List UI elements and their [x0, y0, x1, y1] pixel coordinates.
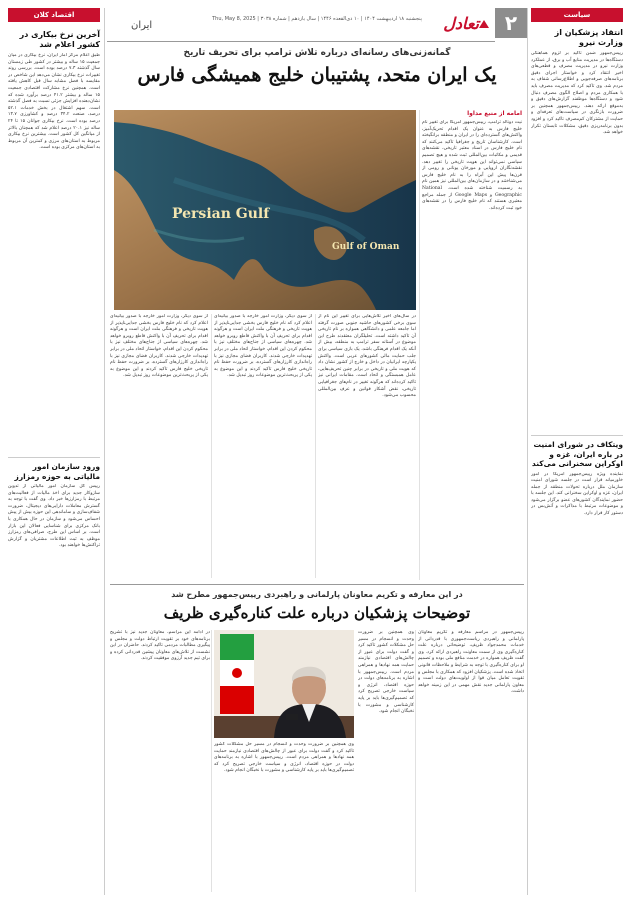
right-story1-title: انتقاد پزشکیان از وزارت نیرو: [554, 28, 623, 47]
article1-byline: امامه از منبع مداوا: [467, 110, 522, 117]
article2-body-mid: وی همچنین بر ضرورت وحدت و انسجام در مسیر حل مشکلات کشور تاکید کرد و گفت دولت برای عبور از چالش‌های اقتصادی نیازمند حمایت همه نهادها و همراهی مردم است. رییس‌جمهور با اشاره به برنامه‌های دولت در حوزه اقتصاد، انرژی و سیاست خارجی تصریح کرد که تصمیم‌گیری‌ها باید بر پایه کارشناسی و مشورت با نخبگان انجام شود.: [358, 630, 414, 715]
section-title: ایران: [131, 20, 153, 31]
headline-title: یک ایران متحد، پشتیبان خلیج همیشگی فارس: [137, 64, 497, 86]
date-line: پنجشنبه ۱۸ اردیبهشت ۱۴۰۴ | ۱۰ ذی‌القعده ۱۴۴۶ | سال یازدهم | شماره ۳۰۳۸ | Thu, May 8, 2025: [212, 16, 422, 22]
article1-rule-3: [419, 110, 420, 580]
article1-body-mid: در سال‌های اخیر تلاش‌هایی برای تغییر این نام از سوی برخی کشورهای حاشیه جنوبی صورت گرفته اما جامعه علمی و دانشگاهی همواره بر نام تاریخی آن تاکید داشته است. تحلیلگران معتقدند طرح این موضوع در آستانه سفر ترامپ به منطقه، بیش از آنکه یک اقدام فرهنگی باشد، یک بازی سیاسی برای جلب حمایت مالی کشورهای عربی است. واکنش یکپارچه ایرانیان در داخل و خارج از کشور نشان داد که هویت ملی و تاریخی در برابر چنین تحریف‌هایی، عامل همبستگی و اتحاد است. مقامات ایرانی نیز تاکید کرده‌اند که هرگونه تغییر در نام‌های جغرافیایی تاریخی، نقض آشکار قوانین و عرف بین‌المللی محسوب می‌شود.: [318, 314, 416, 399]
masthead-divider: [107, 41, 495, 42]
article2-body-right: رییس‌جمهور در مراسم معارفه و تکریم معاونان پارلمانی و راهبردی ریاست‌جمهوری با قدردانی از خدمات محمدجواد ظریف، توضیحاتی درباره علت کناره‌گیری وی از سمت معاونت راهبردی ارائه کرد. وی گفت ظریف همواره در خدمت منافع ملی بوده و تصمیم او برای کناره‌گیری با توجه به شرایط و ملاحظات قانونی اتخاذ شده است. پزشکیان افزود که همکاری با مجلس و تقویت تعامل میان قوا از اولویت‌های دولت است و معاون پارلمانی جدید نقش مهمی در این زمینه خواهد داشت.: [418, 630, 524, 695]
right-section-label: سیاست: [531, 8, 623, 22]
left-story2-body: رییس کل سازمان امور مالیاتی از تدوین سازوکار جدید برای اخذ مالیات از فعالیت‌های مرتبط با رمزارزها خبر داد. وی گفت با توجه به گسترش معاملات دارایی‌های دیجیتال، ضرورت شفاف‌سازی و ساماندهی این حوزه بیش از پیش احساس می‌شود و سازمان در حال همکاری با بانک مرکزی برای شناسایی فعالان این بازار است. بر اساس این طرح، صرافی‌های رمزارز موظف به ثبت اطلاعات مشتریان و گزارش تراکنش‌ها خواهند بود.: [8, 484, 100, 549]
article2-kicker: در این معارفه و تکریم معاونان پارلمانی و راهبردی رییس‌جمهور مطرح شد: [171, 590, 463, 599]
right-story2-title: ویتکاف در شورای امنیت در باره ایران، غزه و اوکراین سخنرانی می‌کند: [531, 440, 623, 468]
article2-body-left: در ادامه این مراسم، معاونان جدید نیز با تشریح برنامه‌های خود بر تقویت ارتباط دولت و مجلس و پیگیری مطالبات مردمی تاکید کردند. حاضران در این نشست از تلاش‌های معاونان پیشین قدردانی کرده و برای تیم جدید آرزوی موفقیت کردند.: [110, 630, 210, 662]
article2-rule-1: [211, 630, 212, 892]
left-story1-body: طبق اعلام مرکز آمار ایران، نرخ بیکاری در میان جمعیت ۱۵ ساله و بیشتر در کشور طی زمستان سال گذشته ۷.۳ درصد بوده است. بررسی روند تغییرات نرخ بیکاری نشان می‌دهد این شاخص در مقایسه با فصل مشابه سال قبل کاهش یافته است. همچنین نرخ مشارکت اقتصادی جمعیت ۱۵ ساله و بیشتر ۴۱.۲ درصد برآورد شده که نشان‌دهنده افزایش جزئی نسبت به فصل گذشته است. سهم اشتغال در بخش خدمات ۵۲.۱ درصد، صنعت ۳۴.۲ درصد و کشاورزی ۱۳.۷ درصد بوده است. نرخ بیکاری جوانان ۱۵ تا ۲۴ ساله نیز ۲۰.۱ درصد اعلام شد که همچنان بالاتر از میانگین کل کشور است. بیشترین نرخ بیکاری مربوط به استان‌های مرزی و کمترین آن مربوط به استان‌های مرکزی بوده است.: [8, 53, 100, 151]
left-column-rule: [104, 8, 105, 895]
right-story2-body: نماینده ویژه رییس‌جمهور امریکا در امور خاورمیانه قرار است در جلسه شورای امنیت سازمان ملل درباره تحولات منطقه از جمله ایران، غزه و اوکراین سخنرانی کند. این جلسه با حضور نمایندگان کشورهای عضو برگزار می‌شود و موضوعات مرتبط با مذاکرات و آتش‌بس در دستور کار قرار دارد.: [531, 471, 623, 517]
page-number-box: ۲: [495, 8, 527, 38]
article2-title: توضیحات پزشکیان درباره علت کناره‌گیری ظریف: [163, 604, 471, 622]
right-divider: [531, 435, 623, 436]
article1-body-right: نیت دونالد ترامپ، رییس‌جمهور امریکا برای تغییر نام خلیج فارس به عنوان یک اقدام تحریک‌آمیز، واکنش‌های گسترده‌ای را در ایران و منطقه برانگیخته است. کارشناسان تاریخ و جغرافیا تاکید می‌کنند که نام خلیج فارس در اسناد معتبر تاریخی، نقشه‌های قدیمی و مکاتبات بین‌المللی ثبت شده و هیچ تصمیم سیاسی نمی‌تواند این هویت تاریخی را تغییر دهد. نقشه‌نگاران اروپایی و مورخان یونانی و رومی از قرن‌ها پیش این آبراه را به نام خلیج فارس می‌شناختند و در سازمان‌های بین‌المللی نیز همین نام به رسمیت شناخته شده است. National Geographic و Google Maps از جمله مراجع معتبری هستند که نام خلیج فارس را در نقشه‌های خود ثبت کرده‌اند.: [422, 120, 522, 211]
right-column: [531, 8, 623, 895]
brand-triangle-icon: [479, 20, 489, 28]
article1-rule-2: [315, 314, 316, 578]
left-column: [8, 8, 100, 895]
president-photo: [214, 630, 354, 738]
article1-rule-1: [211, 314, 212, 578]
left-story1-title: آخرین نرخ بیکاری در کشور اعلام شد: [19, 30, 100, 49]
headline-kicker: گمانه‌زنی‌های رسانه‌ای درباره تلاش ترامپ برای تحریف تاریخ: [183, 48, 451, 58]
map-label-gulf-of-oman: Gulf of Oman: [332, 242, 400, 252]
article2-body-under-photo: وی همچنین بر ضرورت وحدت و انسجام در مسیر حل مشکلات کشور تاکید کرد و گفت دولت برای عبور از چالش‌های اقتصادی نیازمند حمایت همه نهادها و همراهی مردم است. رییس‌جمهور با اشاره به برنامه‌های دولت در حوزه اقتصاد، انرژی و سیاست خارجی تصریح کرد که تصمیم‌گیری‌ها باید بر پایه کارشناسی و مشورت با نخبگان انجام شود.: [214, 742, 354, 774]
photo-graphic: [214, 630, 354, 738]
right-story1-body: رییس‌جمهور ضمن تاکید بر لزوم هماهنگی دستگاه‌ها در مدیریت منابع آب و برق، از عملکرد وزارت نیرو در مدیریت مصرف و قطعی‌های اخیر انتقاد کرد و خواستار اجرای دقیق برنامه‌های صرفه‌جویی و اطلاع‌رسانی شفاف به مردم شد. وی تاکید کرد که مدیریت مصرف باید با همکاری مردم و اصلاح الگوی مصرف دنبال شود و دستگاه‌ها موظفند گزارش‌های دقیق و به‌موقع ارائه دهند. رییس‌جمهور همچنین بر ضرورت بازنگری در سیاست‌های تعرفه‌ای و حمایت از مشترکان کم‌مصرف تاکید کرد و افزود بدون برنامه‌ریزی دقیق، مشکلات تابستان تکرار خواهد شد.: [531, 51, 623, 136]
left-story2-title: ورود سازمان امور مالیاتی به حوزه رمزارز: [14, 462, 100, 481]
article1-body-left: از سوی دیگر، وزارت امور خارجه با صدور بیانیه‌ای اعلام کرد که نام خلیج فارس بخشی جدایی‌ناپذیر از هویت تاریخی و فرهنگی ملت ایران است و هرگونه اقدام برای تحریف آن با واکنش قاطع روبرو خواهد شد. چهره‌های سیاسی از جناح‌های مختلف نیز با محکوم کردن این اقدام، خواستار اتحاد ملی در برابر تهدیدات خارجی شدند. کاربران فضای مجازی نیز با راه‌اندازی کارزارهای گسترده، بر ضرورت حفظ نام تاریخی خلیج فارس تاکید کردند و این موضوع به یکی از پربحث‌ترین موضوعات روز تبدیل شد.: [214, 314, 312, 379]
masthead: [107, 8, 527, 44]
persian-gulf-map: [114, 110, 416, 310]
map-label-persian-gulf: Persian Gulf: [172, 206, 270, 222]
center-divider: [110, 584, 524, 585]
left-section-label: اقتصاد کلان: [8, 8, 100, 22]
right-column-rule: [527, 8, 528, 895]
article1-body-extra: از سوی دیگر، وزارت امور خارجه با صدور بیانیه‌ای اعلام کرد که نام خلیج فارس بخشی جدایی‌ناپذیر از هویت تاریخی و فرهنگی ملت ایران است و هرگونه اقدام برای تحریف آن با واکنش قاطع روبرو خواهد شد. چهره‌های سیاسی از جناح‌های مختلف نیز با محکوم کردن این اقدام، خواستار اتحاد ملی در برابر تهدیدات خارجی شدند. کاربران فضای مجازی نیز با راه‌اندازی کارزارهای گسترده، بر ضرورت حفظ نام تاریخی خلیج فارس تاکید کردند و این موضوع به یکی از پربحث‌ترین موضوعات روز تبدیل شد.: [110, 314, 208, 379]
article2-rule-2: [415, 630, 416, 892]
article1-side-column: [422, 110, 522, 580]
logo: تعادل: [443, 14, 479, 33]
left-divider: [8, 457, 100, 458]
